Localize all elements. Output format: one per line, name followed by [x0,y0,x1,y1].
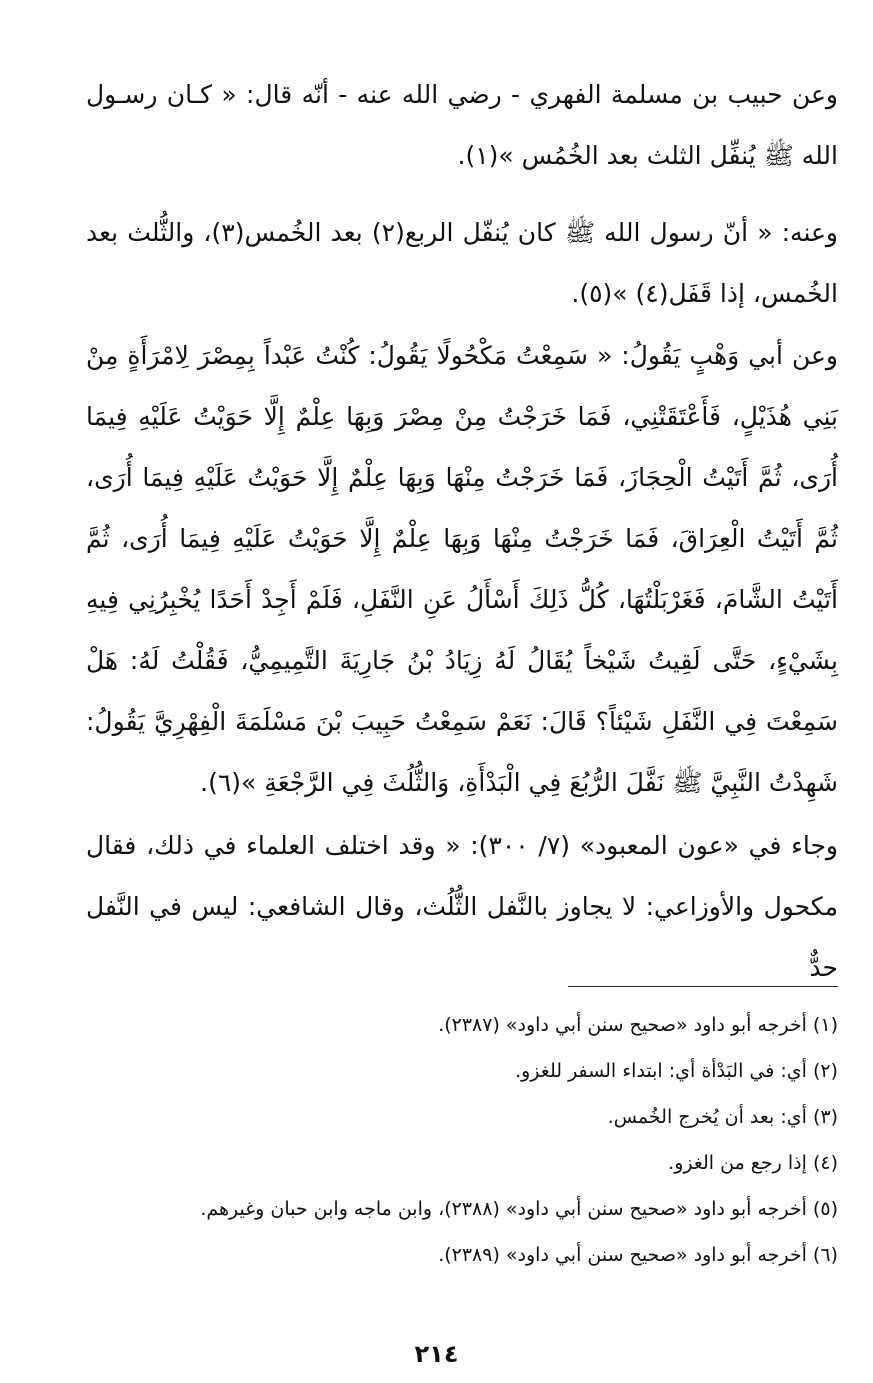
footnote-5: (٥) أخرجه أبو داود «صحيح سنن أبي داود» (٢٣٨٨)، وابن ماجه وابن حبان وغيرهم. [200,1198,838,1220]
footnote-2: (٢) أي: في البَدْأة أي: ابتداء السفر للغزو. [515,1060,838,1082]
footnotes [86,1002,838,1278]
paragraph-awn-al-mabud: وجاء في «عون المعبود» (٧/ ٣٠٠): « وقد اختلف العلماء في ذلك، فقال مكحول والأوزاعي: لا يجاوز بالنَّفل الثُّلُث، وقال الشافعي: ليس في النَّفل حدٌّ [86,831,839,982]
footnote-3: (٣) أي: بعد أن يُخرج الخُمس. [607,1106,838,1128]
paragraph-habib-hadith: وعن حبيب بن مسلمة الفهري - رضي الله عنه - أنّه قال: « كـان رسـول الله ﷺ يُنفِّل الثلث بعد الخُمُس »(١). [86,80,838,170]
page-number: ٢١٤ [414,1340,459,1368]
footnote-1: (١) أخرجه أبو داود «صحيح سنن أبي داود» (٢٣٨٧). [438,1014,838,1036]
paragraph-makhul-narration: وعن أبي وَهْبٍ يَقُولُ: « سَمِعْتُ مَكْحُولًا يَقُولُ: كُنْتُ عَبْداً بِمِصْرَ لِامْرَأَةٍ مِنْ بَنِي هُذَيْلٍ، فَأَعْتَقَتْنِي، فَمَا خَرَجْتُ مِنْ مِصْرَ وَبِهَا عِلْمٌ إِلَّا حَوَيْتُ عَلَيْهِ فِيمَا أُرَى، ثُمَّ أَتَيْتُ الْحِجَازَ، فَمَا خَرَجْتُ مِنْهَا وَبِهَا عِلْمٌ إِلَّا حَوَيْتُ عَلَيْهِ فِيمَا أُرَى، ثُمَّ أَتَيْتُ الْعِرَاقَ، فَمَا خَرَجْتُ مِنْهَا وَبِهَا عِلْمٌ إِلَّا حَوَيْتُ عَلَيْهِ فِيمَا أُرَى، ثُمَّ أَتَيْتُ الشَّامَ، فَغَرْبَلْتُهَا، كُلُّ ذَلِكَ أَسْأَلُ عَنِ النَّفَلِ، فَلَمْ أَجِدْ أَحَدًا يُخْبِرُنِي فِيهِ بِشَيْءٍ، حَتَّى لَقِيتُ شَيْخاً يُقَالُ لَهُ زِيَادُ بْنُ جَارِيَةَ التَّمِيمِيُّ، فَقُلْتُ لَهُ: هَلْ سَمِعْتَ فِي النَّفَلِ شَيْئاً؟ قَالَ: نَعَمْ سَمِعْتُ حَبِيبَ بْنَ مَسْلَمَةَ الْفِهْرِيَّ يَقُولُ: شَهِدْتُ النَّبِيَّ ﷺ نَفَّلَ الرُّبُعَ فِي الْبَدْأَةِ، وَالثُّلُثَ فِي الرَّجْعَةِ »(٦). [86,341,838,797]
footnote-4: (٤) إذا رجع من الغزو. [668,1152,838,1174]
footnote-6: (٦) أخرجه أبو داود «صحيح سنن أبي داود» (٢٣٨٩). [438,1244,838,1266]
footnote-separator [568,986,838,987]
paragraph-rub-hadith: وعنه: « أنّ رسول الله ﷺ كان يُنفّل الربع(٢) بعد الخُمس(٣)، والثُّلث بعد الخُمس، إذا قَفَل(٤) »(٥). [86,218,838,308]
